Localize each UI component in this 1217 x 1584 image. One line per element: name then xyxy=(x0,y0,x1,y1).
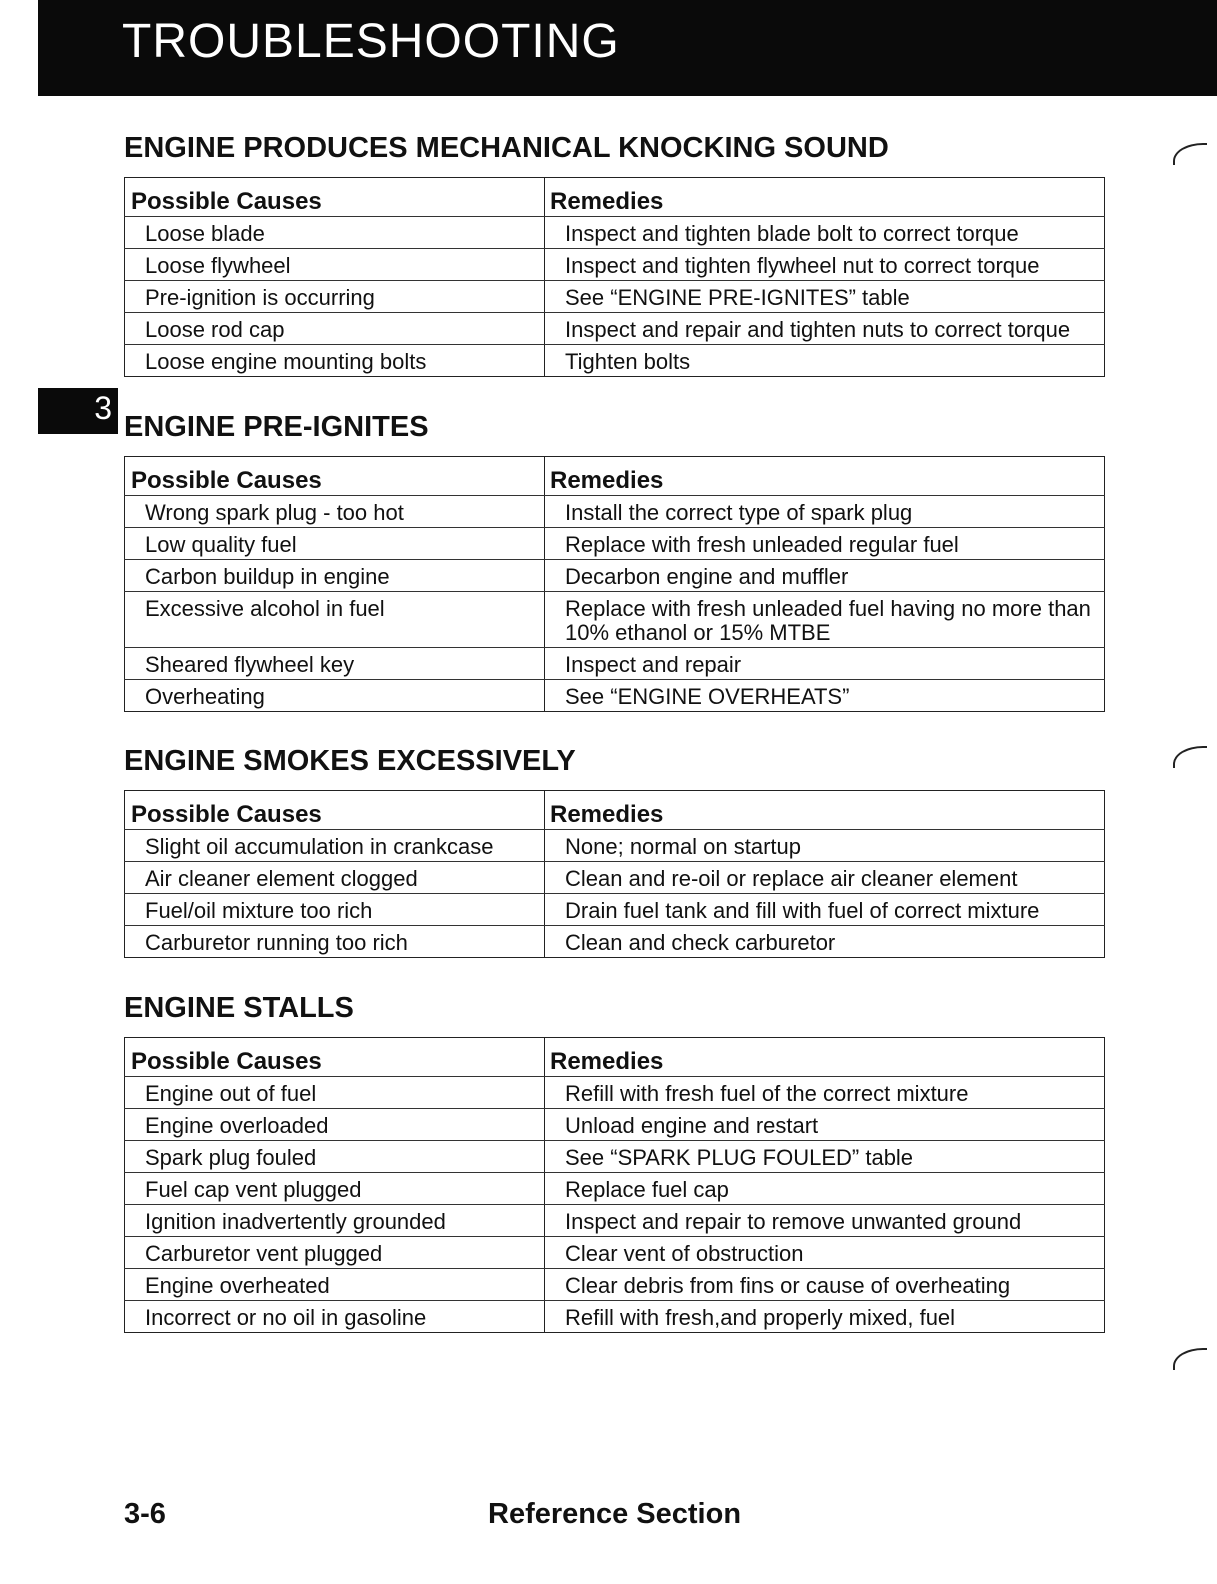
table-row xyxy=(125,345,1105,377)
troubleshooting-table xyxy=(124,456,1105,712)
remedies-header: Remedies xyxy=(545,1038,1105,1077)
table-row xyxy=(125,680,1105,712)
table-row xyxy=(125,1205,1105,1237)
causes-header: Possible Causes xyxy=(125,1038,545,1077)
cause-cell: Air cleaner element clogged xyxy=(125,862,545,894)
causes-header: Possible Causes xyxy=(125,791,545,830)
section-title: ENGINE SMOKES EXCESSIVELY xyxy=(124,745,576,777)
table-row xyxy=(125,926,1105,958)
cause-cell: Loose blade xyxy=(125,217,545,249)
table-row xyxy=(125,592,1105,648)
troubleshooting-table xyxy=(124,790,1105,958)
cause-cell: Excessive alcohol in fuel xyxy=(125,592,545,648)
section-title: ENGINE STALLS xyxy=(124,992,354,1024)
table-row xyxy=(125,560,1105,592)
cause-cell: Carbon buildup in engine xyxy=(125,560,545,592)
table-row xyxy=(125,1173,1105,1205)
page-number: 3-6 xyxy=(124,1498,166,1530)
table-row xyxy=(125,496,1105,528)
remedy-cell: See “ENGINE OVERHEATS” xyxy=(545,680,1105,712)
remedies-header: Remedies xyxy=(545,457,1105,496)
remedy-cell: Refill with fresh fuel of the correct mixture xyxy=(545,1077,1105,1109)
remedy-cell: Replace with fresh unleaded fuel having no more than 10% ethanol or 15% MTBE xyxy=(545,592,1105,648)
table-row xyxy=(125,894,1105,926)
chapter-tab xyxy=(38,388,118,434)
remedy-cell: None; normal on startup xyxy=(545,830,1105,862)
cause-cell: Pre-ignition is occurring xyxy=(125,281,545,313)
causes-header: Possible Causes xyxy=(125,457,545,496)
table-row xyxy=(125,1301,1105,1333)
table-row xyxy=(125,281,1105,313)
remedy-cell: Clear debris from fins or cause of overheating xyxy=(545,1269,1105,1301)
table-row xyxy=(125,1237,1105,1269)
cause-cell: Overheating xyxy=(145,684,265,709)
cause-cell: Low quality fuel xyxy=(125,528,545,560)
remedy-cell: Inspect and repair to remove unwanted ground xyxy=(545,1205,1105,1237)
cause-cell: Slight oil accumulation in crankcase xyxy=(125,830,545,862)
table-row xyxy=(125,1109,1105,1141)
troubleshooting-table xyxy=(124,177,1105,377)
remedy-cell: Inspect and tighten blade bolt to correct torque xyxy=(545,217,1105,249)
remedy-cell: Inspect and tighten flywheel nut to correct torque xyxy=(545,249,1105,281)
table-row xyxy=(125,1077,1105,1109)
chapter-number: 3 xyxy=(94,390,112,426)
margin-mark xyxy=(1173,746,1207,768)
cause-cell: Wrong spark plug - too hot xyxy=(125,496,545,528)
cause-cell: Loose flywheel xyxy=(125,249,545,281)
causes-header: Possible Causes xyxy=(125,178,545,217)
table-row xyxy=(125,528,1105,560)
remedy-cell: See “SPARK PLUG FOULED” table xyxy=(545,1141,1105,1173)
remedy-cell: Clear vent of obstruction xyxy=(545,1237,1105,1269)
table-row xyxy=(125,217,1105,249)
remedy-cell: Replace with fresh unleaded regular fuel xyxy=(545,528,1105,560)
troubleshooting-table xyxy=(124,1037,1105,1333)
cause-cell: Fuel cap vent plugged xyxy=(125,1173,545,1205)
cause-cell: Engine overloaded xyxy=(125,1109,545,1141)
remedy-cell: Install the correct type of spark plug xyxy=(545,496,1105,528)
cause-cell: Engine overheated xyxy=(125,1269,545,1301)
cause-cell: Loose engine mounting bolts xyxy=(145,349,427,374)
remedies-header: Remedies xyxy=(545,178,1105,217)
remedy-cell: Refill with fresh,and properly mixed, fuel xyxy=(545,1301,1105,1333)
table-row xyxy=(125,830,1105,862)
cause-cell: Sheared flywheel key xyxy=(125,648,545,680)
remedy-cell: Unload engine and restart xyxy=(545,1109,1105,1141)
cause-cell: Spark plug fouled xyxy=(125,1141,545,1173)
cause-cell: Loose rod cap xyxy=(125,313,545,345)
table-row xyxy=(125,249,1105,281)
cause-cell: Carburetor vent plugged xyxy=(125,1237,545,1269)
remedy-cell: Clean and check carburetor xyxy=(545,926,1105,958)
cause-cell: Fuel/oil mixture too rich xyxy=(125,894,545,926)
footer-section-name: Reference Section xyxy=(488,1498,742,1530)
cause-cell: Incorrect or no oil in gasoline xyxy=(145,1305,427,1330)
margin-mark xyxy=(1173,1348,1207,1370)
remedy-cell: Inspect and repair and tighten nuts to correct torque xyxy=(545,313,1105,345)
table-row xyxy=(125,648,1105,680)
remedy-cell: Tighten bolts xyxy=(545,345,1105,377)
cause-cell: Engine out of fuel xyxy=(125,1077,545,1109)
cause-cell: Carburetor running too rich xyxy=(145,930,408,955)
remedies-header: Remedies xyxy=(545,791,1105,830)
remedy-cell: Clean and re-oil or replace air cleaner element xyxy=(545,862,1105,894)
remedy-cell: Decarbon engine and muffler xyxy=(545,560,1105,592)
remedy-cell: Replace fuel cap xyxy=(545,1173,1105,1205)
table-row xyxy=(125,862,1105,894)
cause-cell: Ignition inadvertently grounded xyxy=(125,1205,545,1237)
remedy-cell: Drain fuel tank and fill with fuel of correct mixture xyxy=(545,894,1105,926)
remedy-cell: Inspect and repair xyxy=(545,648,1105,680)
table-row xyxy=(125,1269,1105,1301)
section-title: ENGINE PRODUCES MECHANICAL KNOCKING SOUND xyxy=(124,132,889,164)
header-bar xyxy=(38,0,1217,96)
table-row xyxy=(125,313,1105,345)
table-row xyxy=(125,1141,1105,1173)
page-title: TROUBLESHOOTING xyxy=(122,15,620,68)
margin-mark xyxy=(1173,143,1207,165)
remedy-cell: See “ENGINE PRE-IGNITES” table xyxy=(545,281,1105,313)
section-title: ENGINE PRE-IGNITES xyxy=(124,411,429,443)
